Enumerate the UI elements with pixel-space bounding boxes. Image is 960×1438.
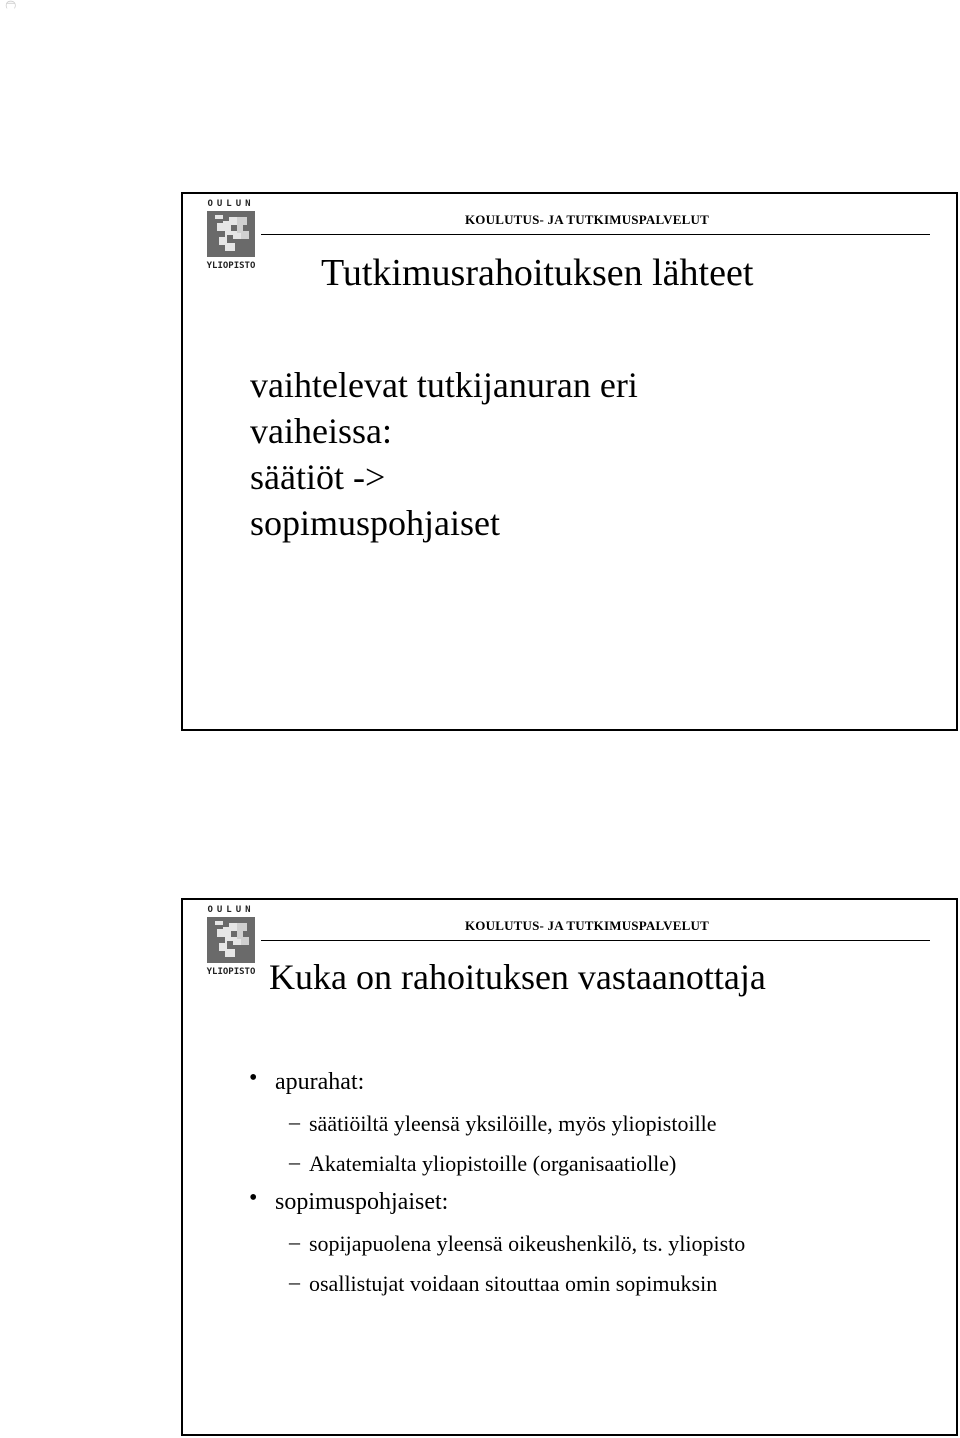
bullet-icon: • — [249, 1065, 258, 1091]
bullet-icon: • — [249, 1185, 258, 1211]
body-line: sopimuspohjaiset — [250, 503, 500, 543]
logo-top-text: OULUN — [207, 199, 255, 209]
logo-emblem-icon — [207, 917, 255, 963]
body-line: vaihtelevat tutkijanuran eri — [250, 365, 638, 405]
dash-icon: – — [289, 1269, 300, 1294]
slide-body — [250, 362, 638, 546]
list-item-text: sopimuspohjaiset: — [275, 1189, 449, 1215]
university-logo — [205, 903, 257, 981]
slide-1 — [181, 192, 958, 731]
sub-list-item-text: osallistujat voidaan sitouttaa omin sopimuksin — [309, 1271, 718, 1296]
slide-header: KOULUTUS- JA TUTKIMUSPALVELUT — [465, 918, 709, 933]
body-line: säätiöt -> — [250, 457, 386, 497]
slide-header: KOULUTUS- JA TUTKIMUSPALVELUT — [465, 212, 709, 227]
body-line: vaiheissa: — [250, 411, 392, 451]
header-rule — [261, 940, 930, 941]
corner-mark: ℂ — [2, 0, 17, 10]
logo-top-text: OULUN — [207, 905, 255, 915]
slide-title: Tutkimusrahoituksen lähteet — [321, 252, 754, 294]
slide-title: Kuka on rahoituksen vastaanottaja — [269, 957, 766, 997]
dash-icon: – — [289, 1229, 300, 1254]
logo-bottom-text: YLIOPISTO — [206, 967, 256, 977]
logo-emblem-icon — [207, 211, 255, 257]
dash-icon: – — [289, 1109, 300, 1134]
header-rule — [261, 234, 930, 235]
slide-2 — [181, 898, 958, 1436]
dash-icon: – — [289, 1149, 300, 1174]
sub-list-item-text: Akatemialta yliopistoille (organisaatiolle) — [309, 1151, 677, 1176]
logo-bottom-text: YLIOPISTO — [206, 261, 256, 271]
list-item-text: apurahat: — [275, 1069, 365, 1095]
sub-list-item-text: sopijapuolena yleensä oikeushenkilö, ts. yliopisto — [309, 1231, 746, 1256]
university-logo — [205, 197, 257, 275]
sub-list-item-text: säätiöiltä yleensä yksilöille, myös yliopistoille — [309, 1111, 717, 1136]
